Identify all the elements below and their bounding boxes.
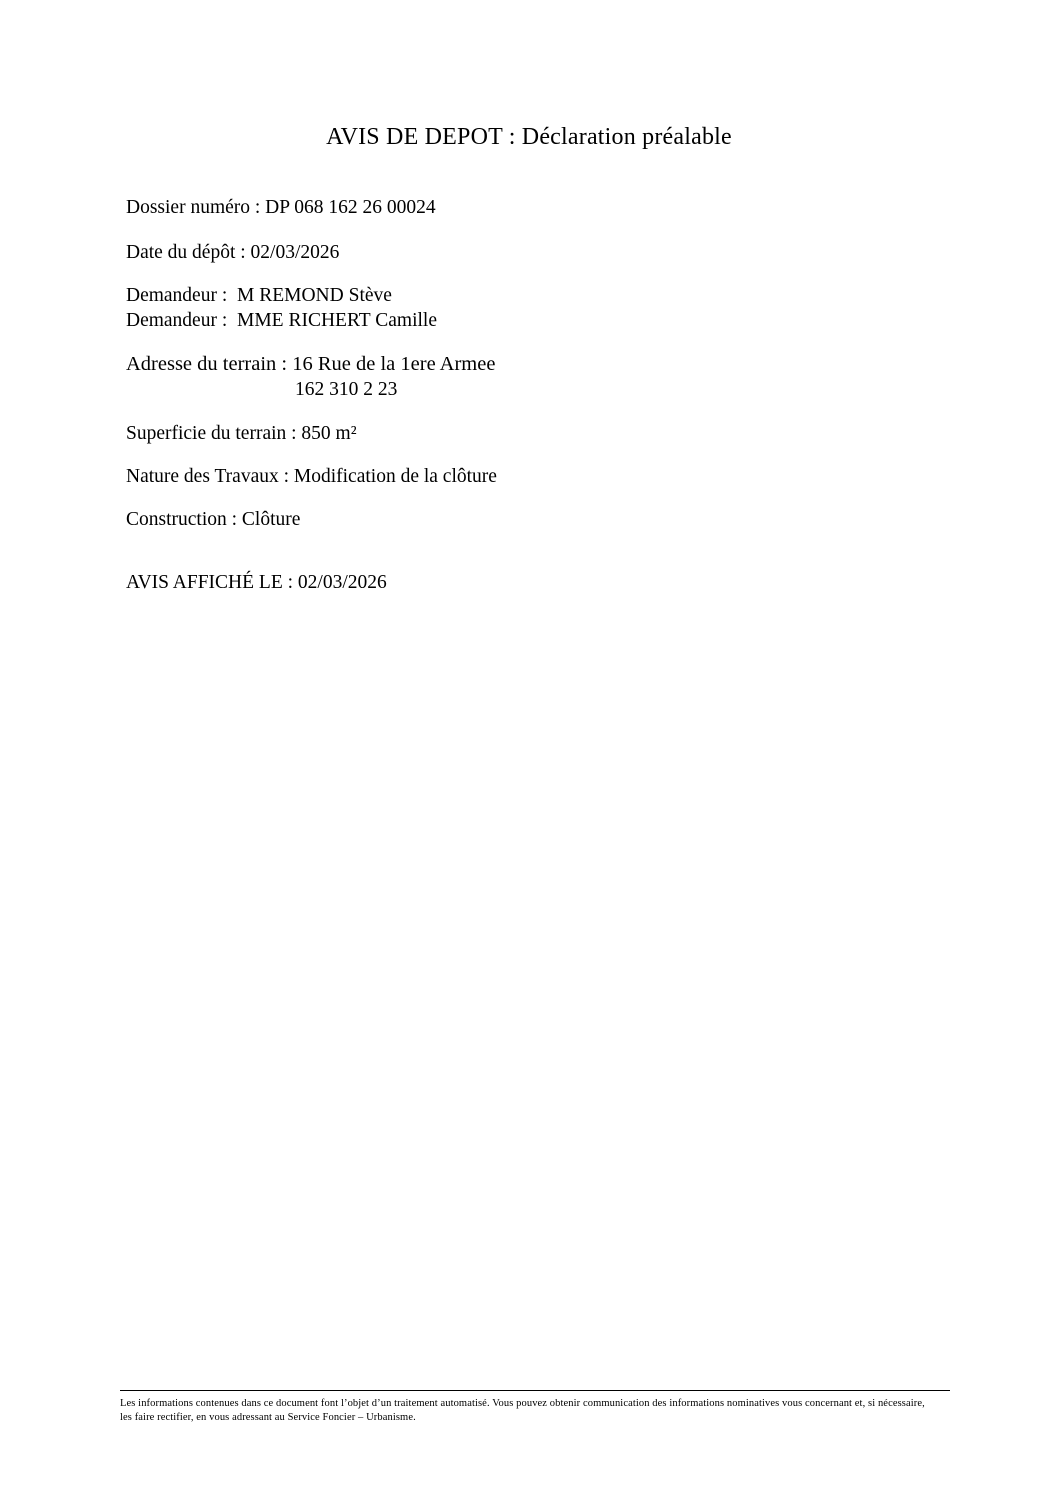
field-adresse-terrain: Adresse du terrain : 16 Rue de la 1ere Armee <box>126 353 496 375</box>
page-title: AVIS DE DEPOT : Déclaration préalable <box>326 124 732 150</box>
field-superficie-terrain: Superficie du terrain : 850 m² <box>126 423 357 444</box>
footer-divider <box>120 1390 950 1391</box>
footer-notice-line-1: Les informations contenues dans ce document font l’objet d’un traitement automatisé. Vous pouvez obtenir communication des informations nominatives vous concernant et, si nécessaire, <box>120 1398 925 1409</box>
field-date-depot: Date du dépôt : 02/03/2026 <box>126 242 340 263</box>
page-footer <box>120 1390 950 1425</box>
document-body <box>126 196 946 594</box>
field-avis-affiche-le: AVIS AFFICHÉ LE : 02/03/2026 <box>126 572 387 593</box>
field-demandeur-1: Demandeur : M REMOND Stève <box>126 285 392 306</box>
footer-notice-line-2: les faire rectifier, en vous adressant au Service Foncier – Urbanisme. <box>120 1412 416 1423</box>
field-demandeur-2: Demandeur : MME RICHERT Camille <box>126 310 437 331</box>
field-adresse-parcelle: 162 310 2 23 <box>295 379 398 400</box>
field-construction: Construction : Clôture <box>126 509 301 530</box>
field-nature-travaux: Nature des Travaux : Modification de la clôture <box>126 466 497 487</box>
field-dossier-numero: Dossier numéro : DP 068 162 26 00024 <box>126 197 436 218</box>
